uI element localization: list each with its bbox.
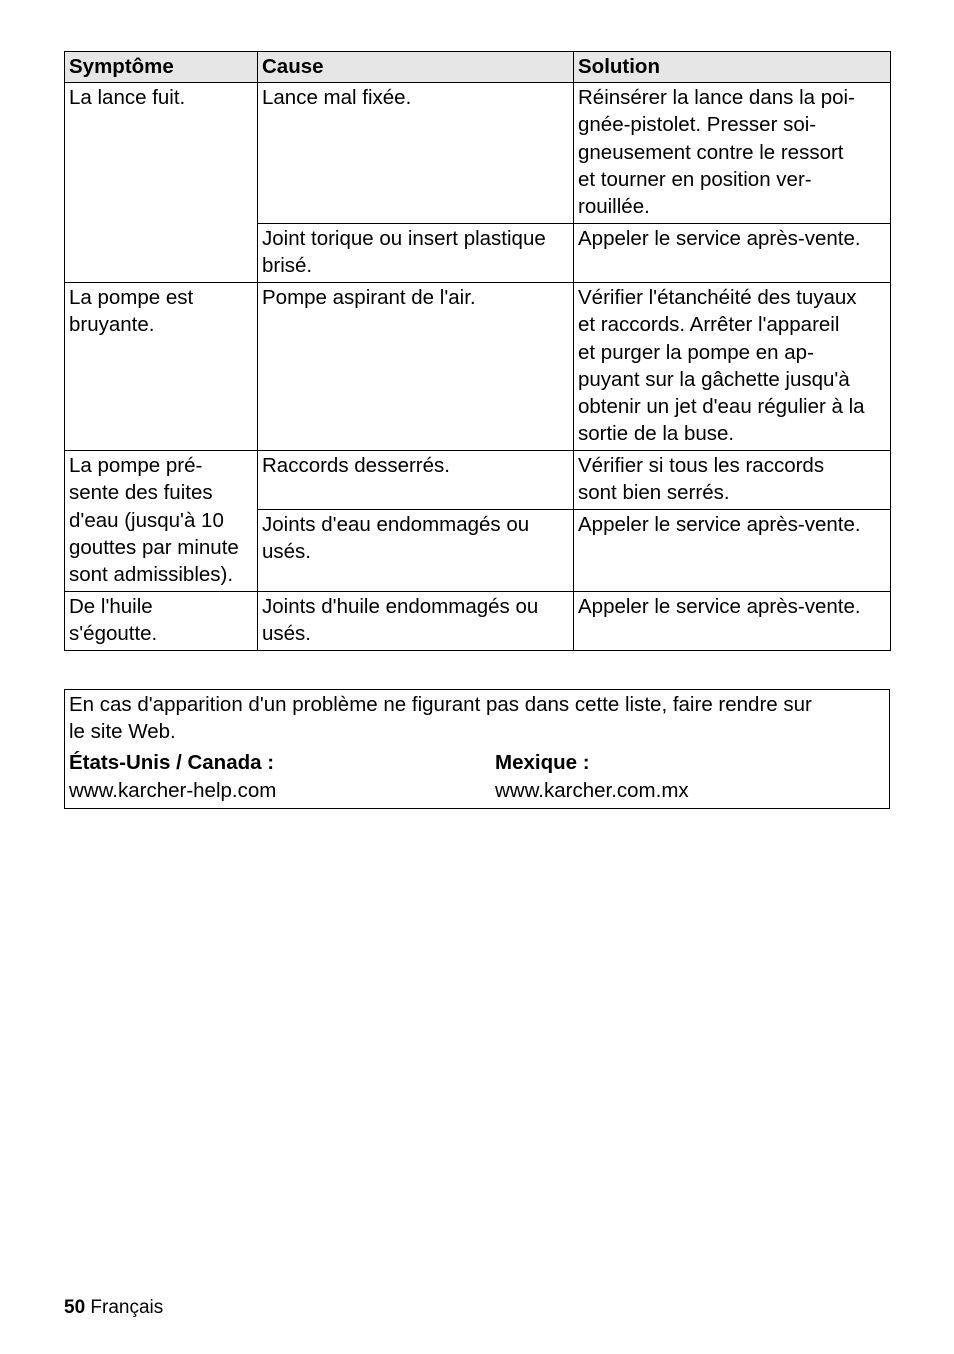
table-row [65, 592, 891, 651]
header-cause: Cause [258, 52, 574, 83]
table-row [65, 83, 891, 224]
solution-cell: Appeler le service après-vente. [574, 592, 891, 651]
page-number: 50 [64, 1297, 86, 1318]
contact-us-canada [69, 749, 276, 803]
page-language: Français [90, 1297, 164, 1318]
page-footer [64, 1296, 163, 1320]
troubleshooting-table [64, 51, 891, 651]
contact-url-link[interactable]: www.karcher-help.com [69, 778, 277, 802]
contact-mexico [495, 749, 689, 803]
cause-cell: Pompe aspirant de l'air. [258, 283, 574, 451]
support-message: En cas d'apparition d'un problème ne figurant pas dans cette liste, faire rendre sur le site Web. [69, 693, 812, 744]
symptom-cell: La pompe est bruyante. [65, 283, 258, 451]
solution-cell: Appeler le service après-vente. [574, 224, 891, 283]
solution-cell: Réinsérer la lance dans la poi- gnée-pistolet. Presser soi- gneusement contre le ressort et tourner en position ver- rouillée. [574, 83, 891, 224]
symptom-cell: De l'huile s'égoutte. [65, 592, 258, 651]
header-symptom: Symptôme [65, 52, 258, 83]
symptom-cell: La lance fuit. [65, 83, 258, 283]
table-header-row [65, 52, 891, 83]
solution-cell: Vérifier si tous les raccords sont bien serrés. [574, 451, 891, 510]
cause-cell: Raccords desserrés. [258, 451, 574, 510]
contact-heading: Mexique : [495, 751, 590, 775]
contact-url-link[interactable]: www.karcher.com.mx [495, 778, 689, 802]
header-solution: Solution [574, 52, 891, 83]
contact-heading: États-Unis / Canada : [69, 751, 275, 775]
cause-cell: Joints d'huile endommagés ou usés. [258, 592, 574, 651]
cause-cell: Joints d'eau endommagés ou usés. [258, 510, 574, 592]
table-row [65, 451, 891, 510]
solution-cell: Vérifier l'étanchéité des tuyaux et raccords. Arrêter l'appareil et purger la pompe en ap- puyant sur la gâchette jusqu'à obtenir un jet d'eau régulier à la sortie de la buse. [574, 283, 891, 451]
support-info-box [64, 689, 890, 809]
cause-cell: Joint torique ou insert plastique brisé. [258, 224, 574, 283]
table-row [65, 283, 891, 451]
solution-cell: Appeler le service après-vente. [574, 510, 891, 592]
cause-cell: Lance mal fixée. [258, 83, 574, 224]
symptom-cell: La pompe pré- sente des fuites d'eau (jusqu'à 10 gouttes par minute sont admissibles). [65, 451, 258, 592]
